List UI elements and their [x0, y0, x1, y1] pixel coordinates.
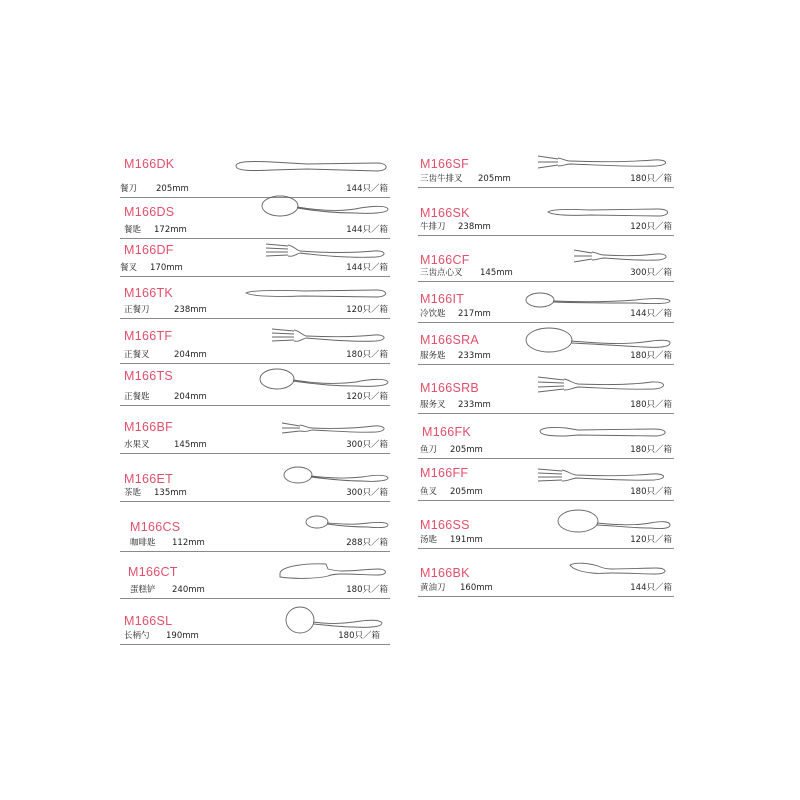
product-name: 水果叉 [124, 440, 150, 450]
product-code: M166BK [420, 566, 470, 580]
product-qty: 144只／箱 [630, 583, 672, 593]
product-code: M166BF [124, 420, 174, 434]
product-name: 鱼刀 [420, 445, 438, 455]
product-qty: 144只／箱 [346, 184, 388, 194]
product-qty: 300只／箱 [346, 440, 388, 450]
product-code: M166SRA [420, 333, 480, 347]
product-size: 145mm [174, 440, 207, 450]
product-entry-m166ff [418, 460, 674, 501]
product-code: M166CT [128, 565, 178, 579]
product-size: 190mm [166, 631, 199, 641]
product-code: M166SS [420, 518, 470, 532]
product-name: 三齿点心叉 [420, 268, 463, 278]
product-code: M166DF [124, 243, 174, 257]
product-code: M166TF [124, 329, 173, 343]
product-entry-m166dk [120, 157, 390, 198]
table-spoon-icon [260, 195, 390, 223]
product-qty: 180只／箱 [630, 487, 672, 497]
product-name: 正餐匙 [124, 392, 150, 402]
product-size: 217mm [458, 309, 491, 319]
product-entry-m166fk [418, 418, 674, 459]
product-qty: 180只／箱 [630, 400, 672, 410]
product-entry-m166tk [120, 278, 390, 319]
product-name: 正餐叉 [124, 350, 150, 360]
product-name: 三齿牛排叉 [420, 174, 463, 184]
product-entry-m166et [120, 461, 390, 502]
product-code: M166SL [124, 614, 173, 628]
product-size: 238mm [174, 305, 207, 315]
product-code: M166DK [124, 157, 175, 171]
product-name: 餐匙 [124, 225, 142, 235]
product-code: M166TK [124, 286, 174, 300]
fish-knife-icon [536, 423, 672, 441]
steak-knife-icon [546, 205, 672, 219]
product-name: 长柄勺 [124, 631, 150, 641]
product-qty: 180只／箱 [630, 351, 672, 361]
product-qty: 120只／箱 [346, 305, 388, 315]
soup-spoon-icon [556, 508, 672, 536]
product-name: 餐叉 [120, 263, 138, 273]
product-name: 牛排刀 [420, 222, 446, 232]
serving-spoon-icon [524, 327, 672, 359]
product-size: 205mm [478, 174, 511, 184]
product-entry-m166sl [120, 604, 390, 645]
product-size: 205mm [156, 184, 189, 194]
iced-tea-spoon-icon [524, 292, 672, 310]
product-code: M166SF [420, 157, 470, 171]
product-size: 233mm [458, 400, 491, 410]
fish-fork-icon [536, 465, 672, 487]
product-qty: 300只／箱 [630, 268, 672, 278]
table-knife-icon [232, 158, 392, 174]
product-size: 240mm [172, 585, 205, 595]
product-entry-m166ct [120, 558, 390, 599]
product-code: M166CS [130, 520, 181, 534]
dinner-fork-icon [270, 325, 390, 347]
product-size: 191mm [450, 535, 483, 545]
product-qty: 144只／箱 [346, 263, 388, 273]
product-qty: 180只／箱 [346, 585, 388, 595]
coffee-spoon-icon [304, 513, 390, 533]
product-name: 咖啡匙 [130, 538, 156, 548]
product-entry-m166cf [418, 241, 674, 282]
dinner-spoon-icon [258, 367, 390, 395]
product-size: 145mm [480, 268, 513, 278]
product-entry-m166sra [418, 324, 674, 365]
product-entry-m166df [120, 236, 390, 277]
product-name: 汤匙 [420, 535, 438, 545]
product-entry-m166ss [418, 508, 674, 549]
product-size: 204mm [174, 392, 207, 402]
product-name: 茶匙 [124, 488, 142, 498]
product-entry-m166bf [120, 413, 390, 454]
steak-fork-icon [536, 152, 672, 172]
product-name: 服务叉 [420, 400, 446, 410]
product-code: M166CF [420, 253, 470, 267]
product-size: 233mm [458, 351, 491, 361]
product-entry-m166it [418, 282, 674, 323]
product-code: M166SRB [420, 381, 480, 395]
product-qty: 120只／箱 [346, 392, 388, 402]
product-entry-m166cs [120, 511, 390, 552]
product-entry-m166ts [120, 365, 390, 406]
product-name: 冷饮匙 [420, 309, 446, 319]
product-entry-m166sk [418, 195, 674, 236]
dessert-fork-icon [572, 246, 672, 266]
serving-fork-icon [536, 373, 672, 397]
butter-knife-icon [568, 559, 672, 579]
product-qty: 300只／箱 [346, 488, 388, 498]
product-size: 205mm [450, 445, 483, 455]
product-code: M166ET [124, 472, 174, 486]
product-qty: 180只／箱 [630, 174, 672, 184]
product-code: M166FF [420, 466, 469, 480]
product-qty: 180只／箱 [630, 445, 672, 455]
product-entry-m166sf [418, 147, 674, 188]
product-name: 餐刀 [120, 184, 138, 194]
product-code: M166IT [420, 292, 465, 306]
product-size: 135mm [154, 488, 187, 498]
product-qty: 288只／箱 [346, 538, 388, 548]
product-size: 204mm [174, 350, 207, 360]
product-size: 112mm [172, 538, 205, 548]
product-name: 服务匙 [420, 351, 446, 361]
product-size: 170mm [150, 263, 183, 273]
product-size: 238mm [458, 222, 491, 232]
product-qty: 180只／箱 [346, 350, 388, 360]
product-qty: 120只／箱 [630, 222, 672, 232]
product-code: M166DS [124, 205, 175, 219]
product-entry-m166tf [120, 323, 390, 364]
product-code: M166TS [124, 369, 174, 383]
product-entry-m166srb [418, 373, 674, 414]
product-entry-m166ds [120, 198, 390, 239]
product-name: 鱼叉 [420, 487, 438, 497]
product-name: 正餐刀 [124, 305, 150, 315]
tea-spoon-icon [282, 464, 390, 488]
product-code: M166FK [422, 425, 472, 439]
table-fork-icon [264, 240, 390, 262]
ladle-icon [282, 604, 390, 636]
product-size: 172mm [154, 225, 187, 235]
product-size: 205mm [450, 487, 483, 497]
product-qty: 120只／箱 [630, 535, 672, 545]
product-qty: 144只／箱 [346, 225, 388, 235]
dinner-knife-icon [244, 286, 390, 300]
product-qty: 180只／箱 [338, 631, 380, 641]
product-name: 蛋糕铲 [130, 585, 156, 595]
product-entry-m166bk [418, 556, 674, 597]
product-size: 160mm [460, 583, 493, 593]
product-qty: 144只／箱 [630, 309, 672, 319]
fruit-fork-icon [280, 418, 390, 438]
product-name: 黄油刀 [420, 583, 446, 593]
cake-server-icon [276, 559, 390, 583]
product-code: M166SK [420, 206, 470, 220]
